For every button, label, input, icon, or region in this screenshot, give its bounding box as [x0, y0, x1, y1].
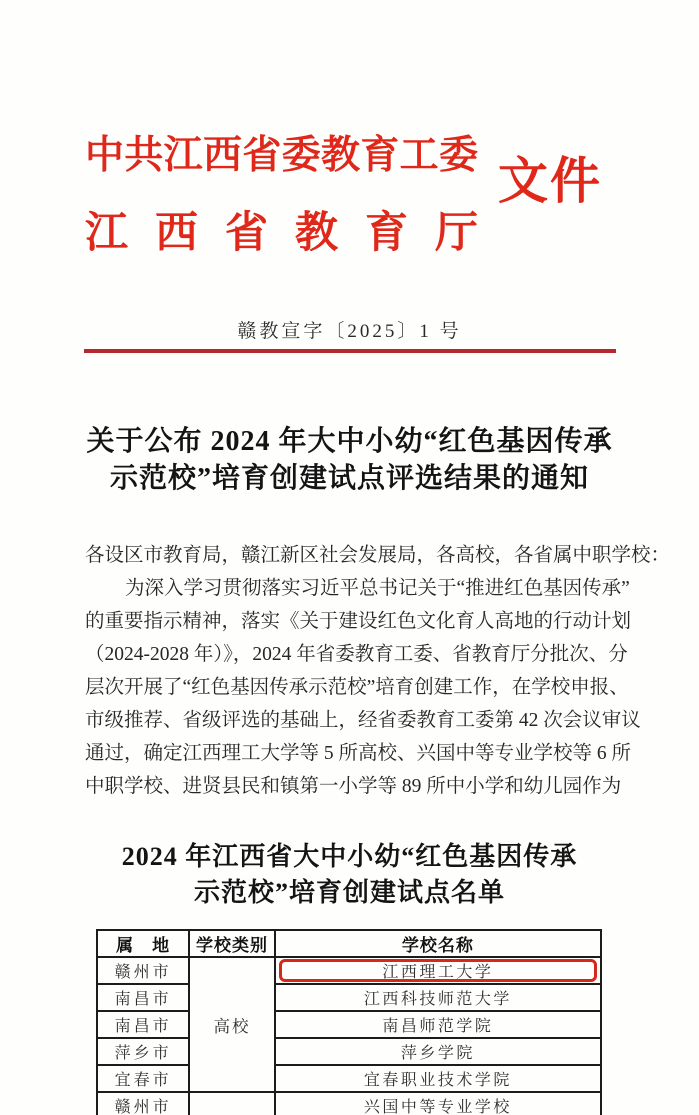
- table-row: [97, 1092, 601, 1115]
- school-name-cell: [275, 957, 601, 984]
- highlight-red-box: 江西理工大学: [279, 959, 597, 982]
- list-title-line1: 2024 年江西省大中小幼“红色基因传承: [121, 842, 578, 871]
- table-row: [97, 1038, 601, 1065]
- city-cell: 赣州市: [97, 957, 189, 984]
- city-cell: 萍乡市: [97, 1038, 189, 1065]
- body-text-line: （2024-2028 年）》，2024 年省委教育工委、省教育厅分批次、分: [85, 644, 628, 665]
- category-cell-vocational: [189, 1092, 274, 1115]
- document-type-label: 文件: [498, 153, 602, 209]
- city-cell: 南昌市: [97, 984, 189, 1011]
- issuing-org-line1: 中共江西省委教育工委: [85, 134, 478, 177]
- body-text-line: 为深入学习贯彻落实习近平总书记关于“推进红色基因传承”: [125, 578, 630, 599]
- school-name-cell: 兴国中等专业学校: [275, 1092, 601, 1115]
- body-text-line: 中职学校、进贤县民和镇第一小学等 89 所中小学和幼儿园作为: [85, 776, 622, 797]
- city-cell: 赣州市: [97, 1092, 189, 1115]
- body-text: [85, 539, 671, 803]
- issuing-org-line2: 江西省教育厅: [85, 210, 478, 257]
- school-table: [96, 929, 602, 1115]
- body-text-line: 的重要指示精神，落实《关于建设红色文化育人高地的行动计划: [85, 611, 632, 632]
- document-title-line2: 示范校”培育创建试点评选结果的通知: [109, 463, 589, 494]
- letterhead: [85, 130, 478, 262]
- city-cell: 宜春市: [97, 1065, 189, 1092]
- body-text-line: 通过，确定江西理工大学等 5 所高校、兴国中等专业学校等 6 所: [85, 743, 632, 764]
- table-row: [97, 957, 601, 984]
- document-title-line1: 关于公布 2024 年大中小幼“红色基因传承: [86, 426, 613, 457]
- school-table-body: [97, 957, 601, 1115]
- red-divider-rule: [84, 349, 616, 353]
- body-text-line: 市级推荐、省级评选的基础上，经省委教育工委第 42 次会议审议: [85, 710, 641, 731]
- list-title-line2: 示范校”培育创建试点名单: [193, 878, 505, 907]
- table-row: [97, 1065, 601, 1092]
- header-cell-category: 学校类别: [189, 930, 274, 957]
- school-name-cell: 江西科技师范大学: [275, 984, 601, 1011]
- table-row: [97, 984, 601, 1011]
- school-name-cell: 南昌师范学院: [275, 1011, 601, 1038]
- header-cell-school-name: 学校名称: [275, 930, 601, 957]
- document-number: 赣教宣字〔2025〕1 号: [237, 321, 462, 342]
- body-text-line: 层次开展了“红色基因传承示范校”培育创建工作，在学校申报、: [85, 677, 629, 698]
- table-header-row: [97, 930, 601, 957]
- list-title: [40, 839, 659, 911]
- document-title: [40, 423, 659, 497]
- category-cell-universities: 高校: [189, 957, 274, 1092]
- school-name-cell: 萍乡学院: [275, 1038, 601, 1065]
- header-cell-location: 属 地: [97, 930, 189, 957]
- table-row: [97, 1011, 601, 1038]
- city-cell: 南昌市: [97, 1011, 189, 1038]
- body-text-line: 各设区市教育局，赣江新区社会发展局，各高校，各省属中职学校：: [85, 545, 671, 566]
- school-name-cell: 宜春职业技术学院: [275, 1065, 601, 1092]
